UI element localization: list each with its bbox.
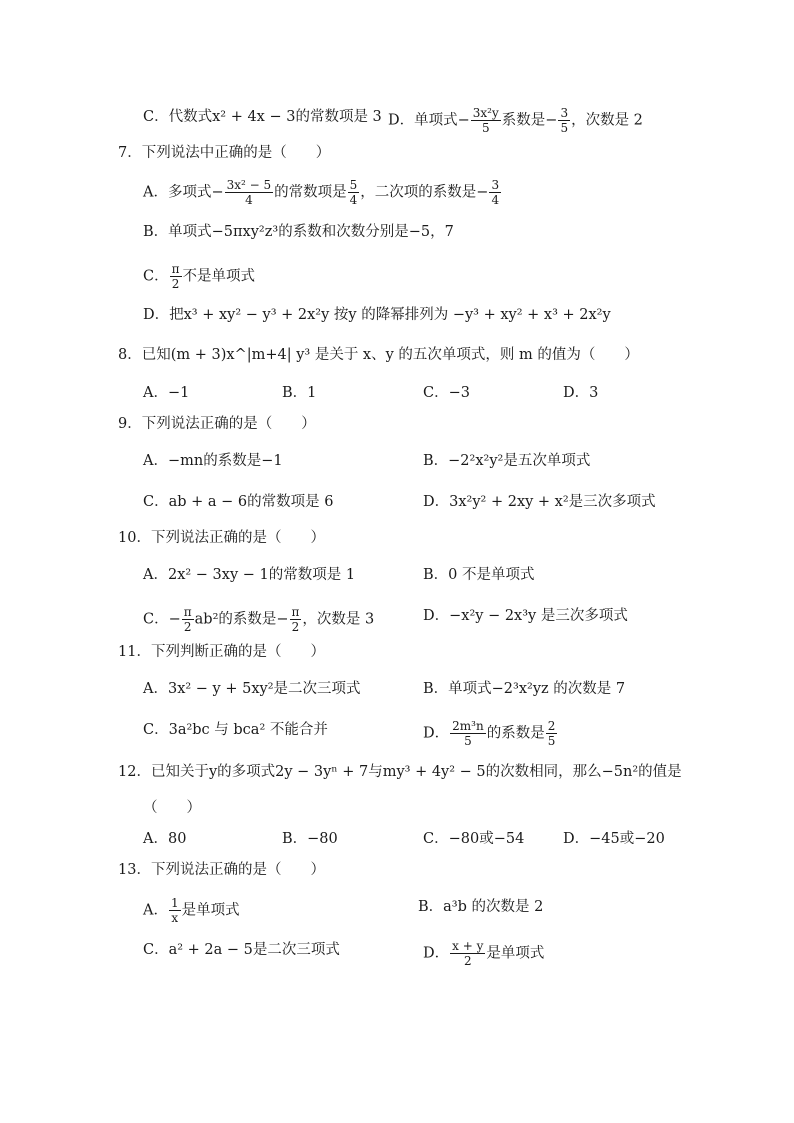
q9-stem: 9．下列说法正确的是（ ）: [118, 416, 316, 432]
q13-stem: 13．下列说法正确的是（ ）: [118, 862, 325, 878]
q7-option-a: A．多项式− $\frac{\text{3x² − 5}}{4}$ 的常数项是 $\frac{5}{4}$ ，二次项的系数是− $\frac{3}{4}$: [143, 178, 500, 207]
fraction: $\frac{2}{5}$: [547, 719, 556, 748]
q11-option-a: A．3x² − y + 5xy²是二次三项式: [143, 681, 361, 697]
q12-option-a: A．80: [143, 831, 187, 847]
q10-option-c: C．− $\frac{\pi}{2}$ ab²的系数是− $\frac{\pi}{2}$ ，次数是 3: [143, 605, 375, 634]
q7-stem: 7．下列说法中正确的是（ ）: [118, 145, 331, 161]
q11-stem: 11．下列判断正确的是（ ）: [118, 644, 325, 660]
q12-option-b: B．−80: [282, 831, 338, 847]
q8-option-a: A．−1: [143, 385, 190, 401]
fraction: $\frac{3}{5}$: [560, 106, 569, 135]
fraction: $\frac{\text{3x²y}}{5}$: [472, 106, 499, 135]
fraction: $\frac{5}{4}$: [349, 178, 358, 207]
q8-stem: 8．已知(m + 3)x^|m+4| y³ 是关于 x、y 的五次单项式，则 m 的值为（ ）: [118, 347, 639, 363]
q9-option-a: A．−mn的系数是−1: [143, 453, 283, 469]
q13-option-b: B．a³b 的次数是 2: [418, 899, 544, 915]
fraction: $\frac{x + y}{2}$: [452, 939, 484, 968]
q13-option-a: A． $\frac{1}{x}$ 是单项式: [143, 896, 240, 925]
q10-option-a: A．2x² − 3xy − 1的常数项是 1: [143, 567, 356, 583]
q10-option-d: D．−x²y − 2x³y 是三次多项式: [423, 608, 628, 624]
q12-stem-paren: （ ）: [143, 800, 201, 816]
q11-option-c: C．3a²bc 与 bca² 不能合并: [143, 722, 328, 738]
q8-option-d: D．3: [563, 385, 599, 401]
q7-option-d: D．把x³ + xy² − y³ + 2x²y 按y 的降幂排列为 −y³ + xy² + x³ + 2x²y: [143, 307, 611, 323]
q7-option-b: B．单项式−5πxy²z³的系数和次数分别是−5，7: [143, 224, 454, 240]
q6-option-d: D．单项式− $\frac{\text{3x²y}}{5}$ 系数是− $\frac{3}{5}$ ，次数是 2: [388, 106, 643, 135]
q11-option-b: B．单项式−2³x²yz 的次数是 7: [423, 681, 626, 697]
q7-option-c: C． $\frac{\pi}{2}$ 不是单项式: [143, 262, 255, 291]
fraction: $\frac{\pi}{2}$: [171, 262, 180, 291]
fraction: $\frac{\text{2m³n}}{5}$: [452, 719, 484, 748]
fraction: $\frac{\text{3x² − 5}}{4}$: [226, 178, 272, 207]
q12-option-c: C．−80或−54: [423, 831, 525, 847]
q6-option-c: C．代数式x² + 4x − 3的常数项是 3: [143, 109, 382, 125]
q8-option-c: C．−3: [423, 385, 470, 401]
fraction: $\frac{1}{x}$: [170, 896, 179, 925]
q10-stem: 10．下列说法正确的是（ ）: [118, 530, 325, 546]
q9-option-c: C．ab + a − 6的常数项是 6: [143, 494, 334, 510]
fraction: $\frac{\pi}{2}$: [291, 605, 300, 634]
q11-option-d: D． $\frac{\text{2m³n}}{5}$ 的系数是 $\frac{2}{5}$: [423, 719, 556, 748]
q12-stem: 12．已知关于y的多项式2y − 3yⁿ + 7与my³ + 4y² − 5的次数相同，那么−5n²的值是: [118, 764, 682, 780]
q13-option-c: C．a² + 2a − 5是二次三项式: [143, 942, 340, 958]
q13-option-d: D． $\frac{x + y}{2}$ 是单项式: [423, 939, 545, 968]
q9-option-d: D．3x²y² + 2xy + x²是三次多项式: [423, 494, 656, 510]
fraction: $\frac{\pi}{2}$: [183, 605, 192, 634]
q9-option-b: B．−2²x²y²是五次单项式: [423, 453, 591, 469]
fraction: $\frac{3}{4}$: [491, 178, 500, 207]
q12-option-d: D．−45或−20: [563, 831, 665, 847]
q10-option-b: B．0 不是单项式: [423, 567, 535, 583]
q8-option-b: B．1: [282, 385, 317, 401]
